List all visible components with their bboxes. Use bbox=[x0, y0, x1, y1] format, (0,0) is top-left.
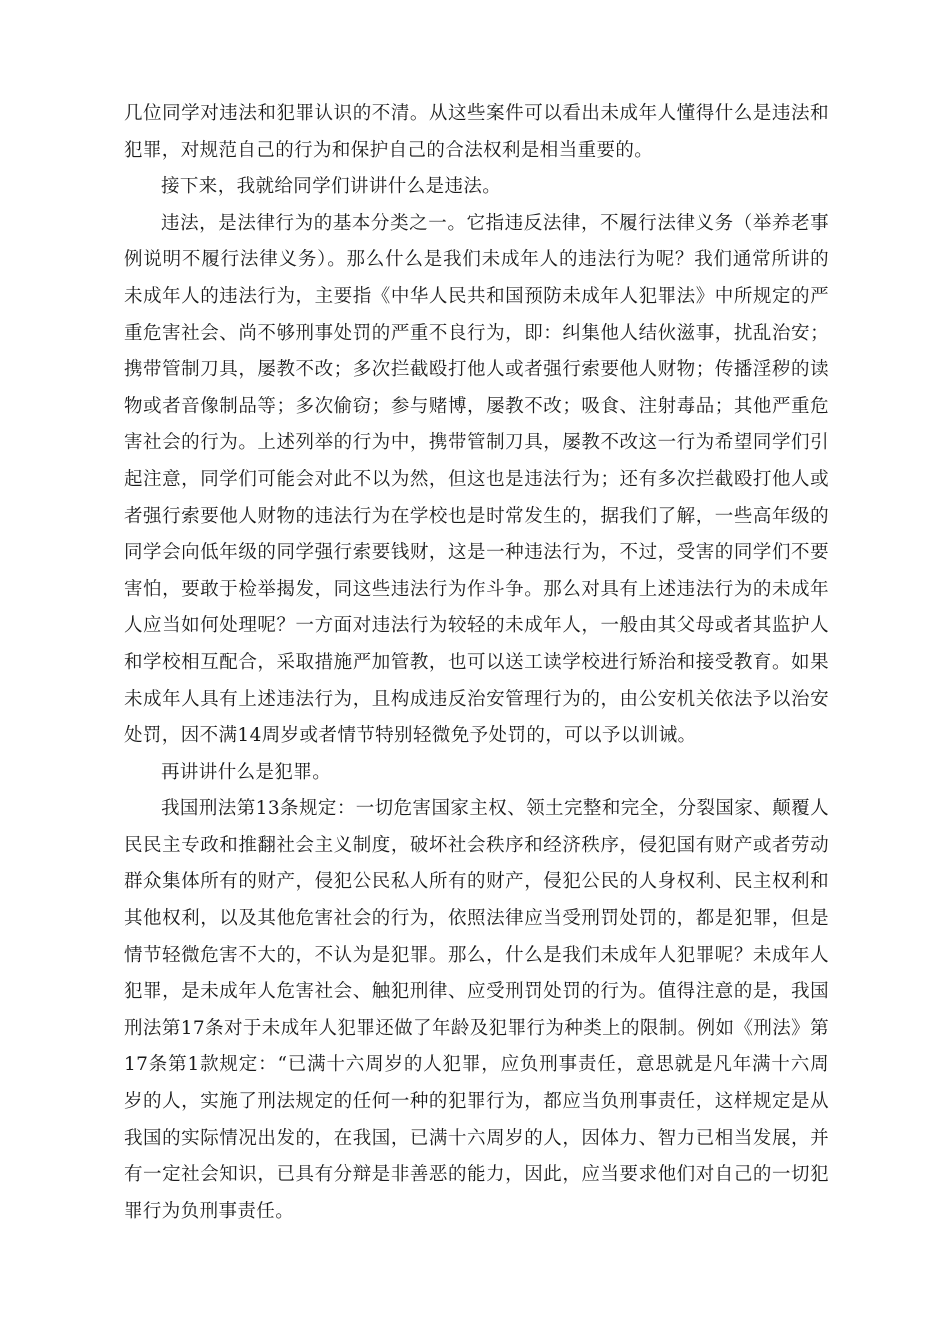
document-body bbox=[124, 96, 829, 1230]
paragraph-intro-crime: 再讲讲什么是犯罪。 bbox=[161, 761, 332, 783]
paragraph-crime-definition: 我国刑法第13条规定：一切危害国家主权、领土完整和完全，分裂国家、颠覆人民民主专政和推翻社会主义制度，破坏社会秩序和经济秩序，侵犯国有财产或者劳动群众集体所有的财产，侵犯公民私人所有的财产，侵犯公民的人身权利、民主权利和其他权利，以及其他危害社会的行为，依照法律应当受刑罚处罚的，都是犯罪，但是情节轻微危害不大的，不认为是犯罪。那么，什么是我们未成年人犯罪呢？未成年人犯罪，是未成年人危害社会、触犯刑律、应受刑罚处罚的行为。值得注意的是，我国刑法第17条对于未成年人犯罪还做了年龄及犯罪行为种类上的限制。例如《刑法》第17条第1款规定：“已满十六周岁的人犯罪，应负刑事责任，意思就是凡年满十六周岁的人，实施了刑法规定的任何一种的犯罪行为，都应当负刑事责任，这样规定是从我国的实际情况出发的，在我国，已满十六周岁的人，因体力、智力已相当发展，并有一定社会知识，已具有分辩是非善恶的能力，因此，应当要求他们对自己的一切犯罪行为负刑事责任。 bbox=[124, 798, 829, 1222]
paragraph-intro-illegal: 接下来，我就给同学们讲讲什么是违法。 bbox=[161, 176, 502, 198]
paragraph-continuation: 几位同学对违法和犯罪认识的不清。从这些案件可以看出未成年人懂得什么是违法和犯罪，对规范自己的行为和保护自己的合法权利是相当重要的。 bbox=[124, 103, 829, 161]
paragraph-illegal-definition: 违法，是法律行为的基本分类之一。它指违反法律，不履行法律义务（举养老事例说明不履行法律义务）。那么什么是我们未成年人的违法行为呢？我们通常所讲的未成年人的违法行为，主要指《中华人民共和国预防未成年人犯罪法》中所规定的严重危害社会、尚不够刑事处罚的严重不良行为，即：纠集他人结伙滋事，扰乱治安；携带管制刀具，屡教不改；多次拦截殴打他人或者强行索要他人财物；传播淫秽的读物或者音像制品等；多次偷窃；参与赌博，屡教不改；吸食、注射毒品；其他严重危害社会的行为。上述列举的行为中，携带管制刀具，屡教不改这一行为希望同学们引起注意，同学们可能会对此不以为然，但这也是违法行为；还有多次拦截殴打他人或者强行索要他人财物的违法行为在学校也是时常发生的，据我们了解，一些高年级的同学会向低年级的同学强行索要钱财，这是一种违法行为，不过，受害的同学们不要害怕，要敢于检举揭发，同这些违法行为作斗争。那么对具有上述违法行为的未成年人应当如何处理呢？一方面对违法行为较轻的未成年人，一般由其父母或者其监护人和学校相互配合，采取措施严加管教，也可以送工读学校进行矫治和接受教育。如果未成年人具有上述违法行为，且构成违反治安管理行为的，由公安机关依法予以治安处罚，因不满14周岁或者情节特别轻微免予处罚的，可以予以训诫。 bbox=[124, 212, 829, 747]
